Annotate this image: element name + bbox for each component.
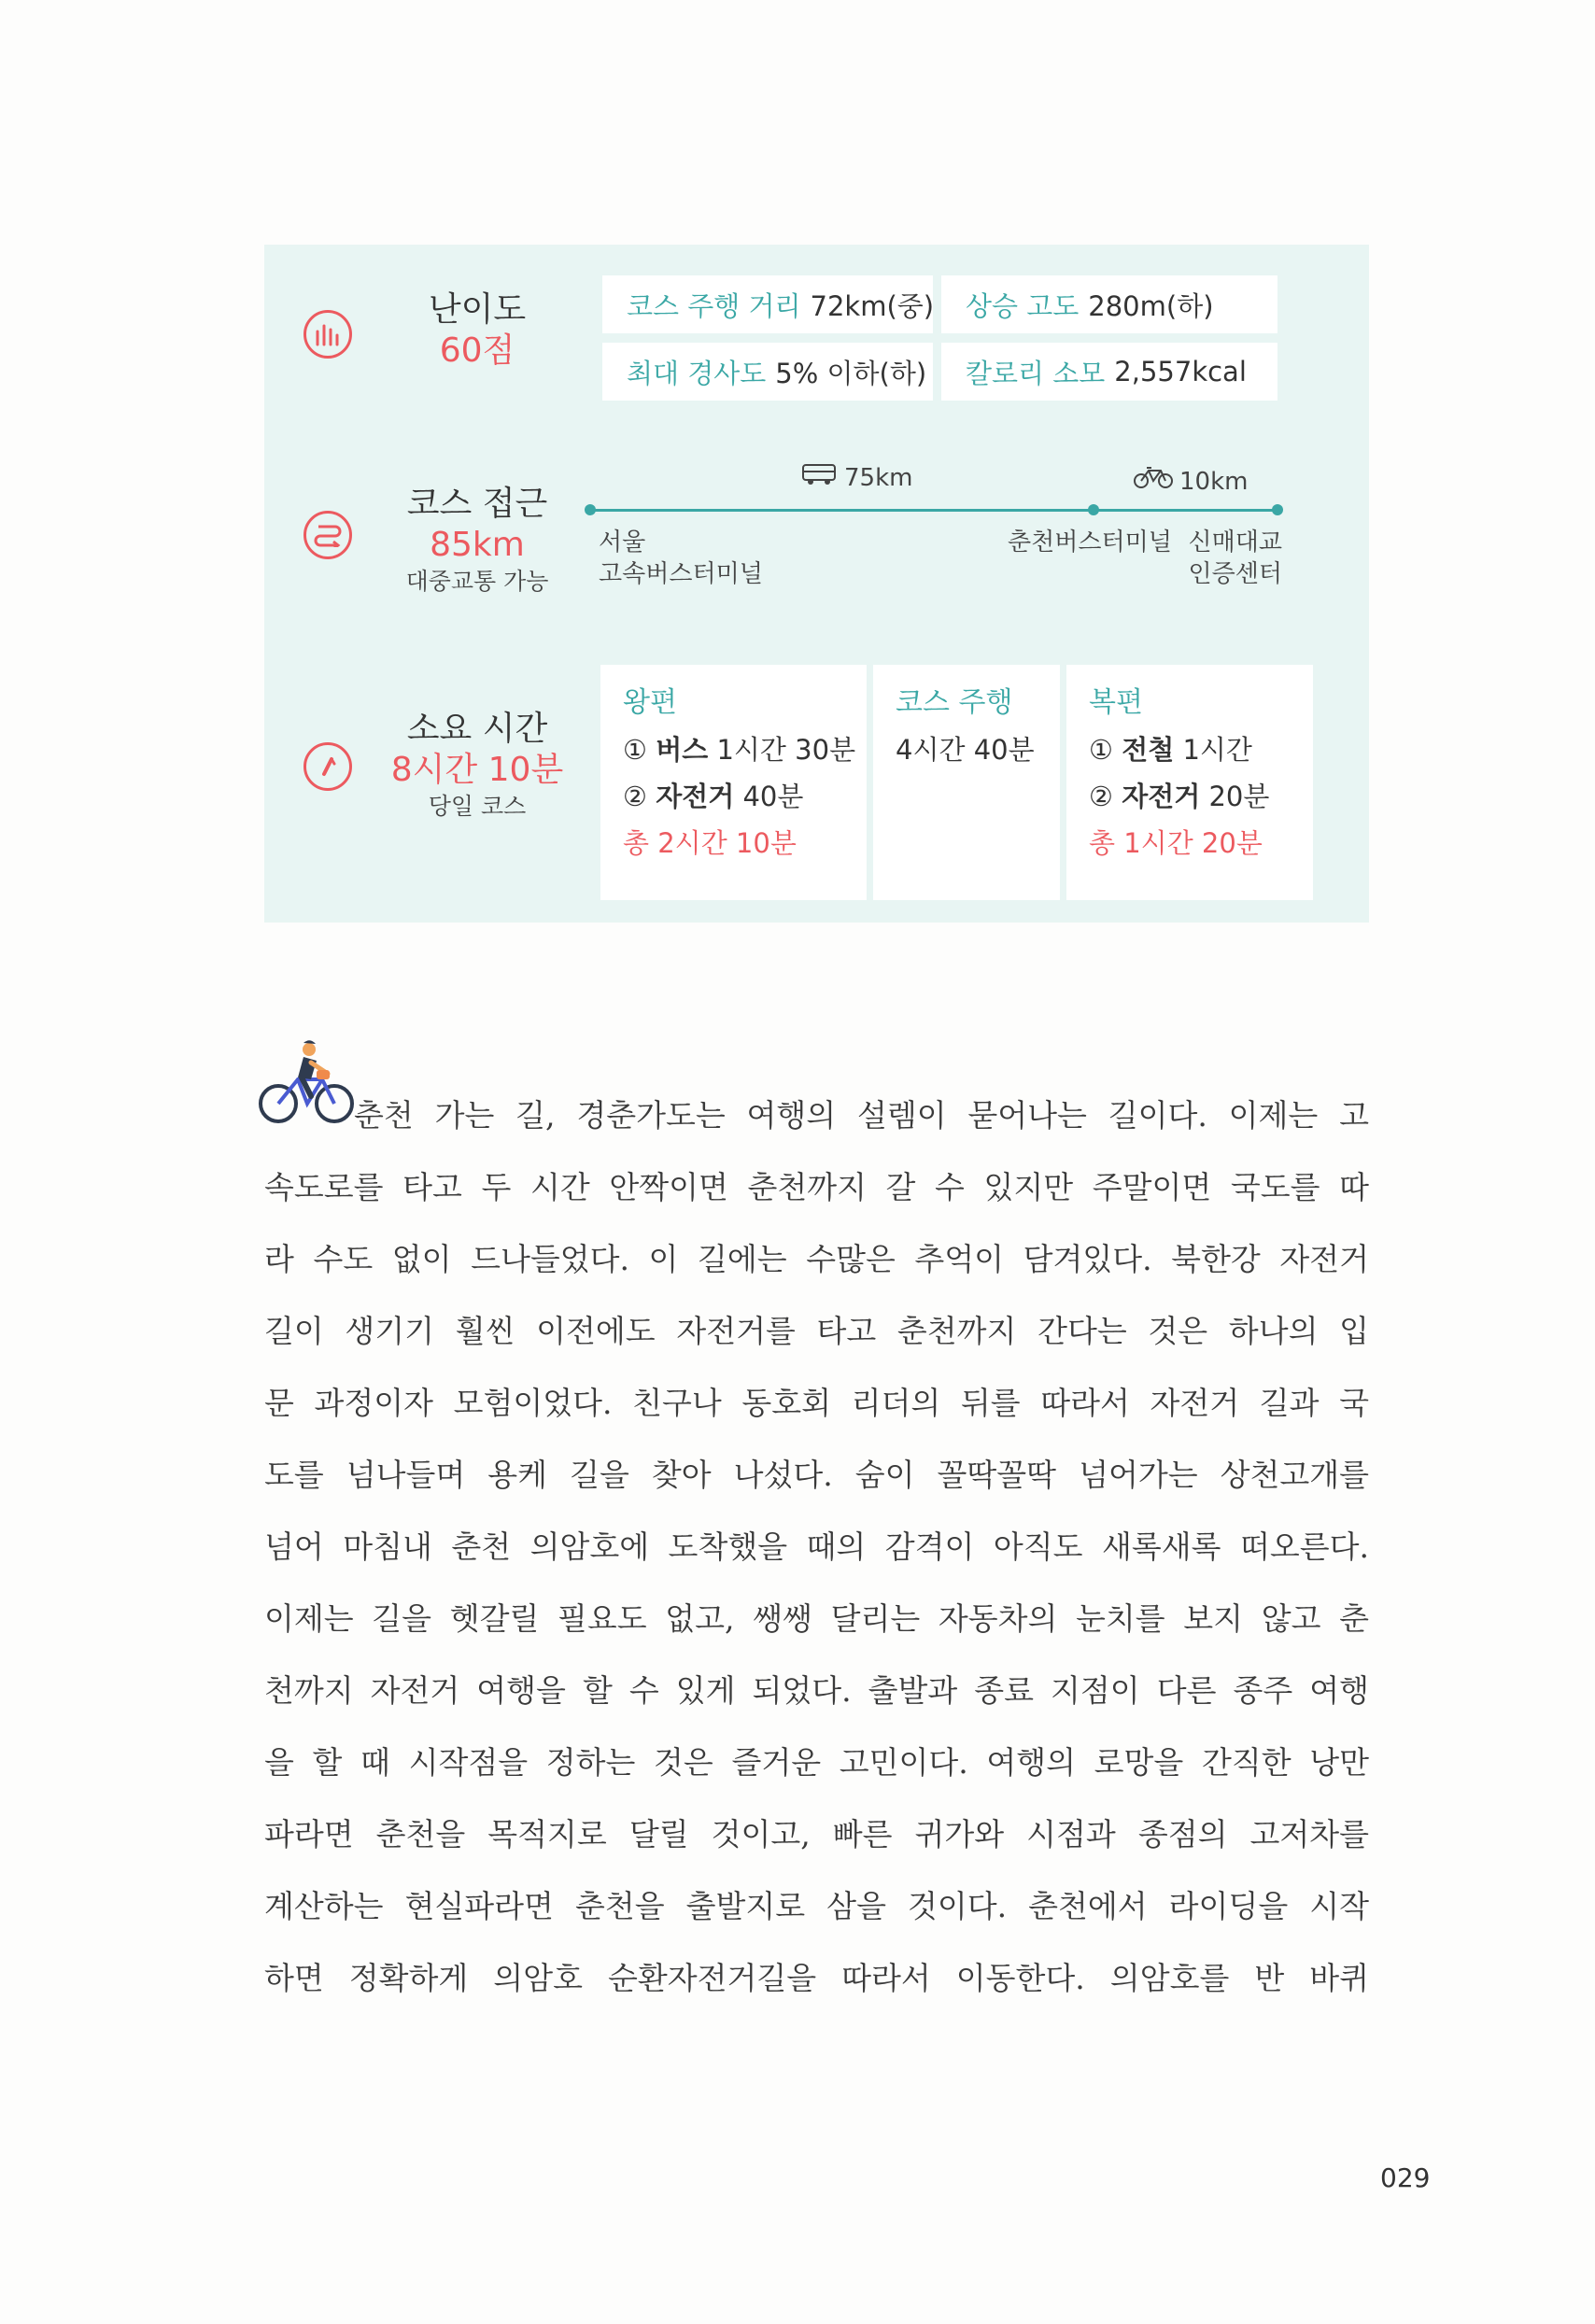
return-header: 복편 [1089, 686, 1143, 719]
route-line [589, 509, 1275, 512]
outbound-leg-1 [623, 726, 856, 773]
route-dot [1088, 504, 1099, 515]
stat-label: 칼로리 소모 [966, 357, 1106, 389]
leg-time: 1시간 [1182, 734, 1252, 766]
leg-mode: 전철 [1122, 734, 1175, 766]
bike-segment-label [1133, 465, 1248, 498]
return-box [1066, 665, 1313, 900]
time-note: 당일 코스 [428, 793, 527, 820]
time-total: 8시간 10분 [390, 751, 564, 789]
body-paragraph [264, 1079, 1369, 2014]
stop-seoul [599, 527, 763, 590]
body-line: 하면 정확하게 의암호 순환자전거길을 따라서 이동한다. 의암호를 반 바퀴 [264, 1960, 1369, 1996]
body-line: 파라면 춘천을 목적지로 달릴 것이고, 빠른 귀가와 시점과 종점의 고저차를 [264, 1816, 1369, 1852]
body-line: 길이 생기기 훨씬 이전에도 자전거를 타고 춘천까지 간다는 것은 하나의 입 [264, 1313, 1369, 1349]
leg-mode: 자전거 [656, 781, 735, 812]
time-title: 소요 시간 [406, 710, 548, 748]
course-time: 4시간 40분 [896, 734, 1035, 766]
body-line: 천까지 자전거 여행을 할 수 있게 되었다. 출발과 종료 지점이 다른 종주 여행 [264, 1672, 1369, 1709]
course-header: 코스 주행 [896, 686, 1013, 719]
stop-name: 춘천버스터미널 [1008, 528, 1172, 556]
body-line: 라 수도 없이 드나들었다. 이 길에는 수많은 추억이 담겨있다. 북한강 자전거 [264, 1241, 1369, 1277]
course-info-panel [264, 245, 1369, 923]
outbound-box [600, 665, 867, 900]
access-title: 코스 접근 [406, 485, 548, 523]
difficulty-heading [365, 289, 589, 372]
time-heading [365, 709, 589, 823]
bus-distance: 75km [844, 464, 913, 492]
body-line: 계산하는 현실파라면 춘천을 출발지로 삼을 것이다. 춘천에서 라이딩을 시작 [264, 1888, 1369, 1924]
leg-number: ① [1089, 734, 1113, 766]
return-total: 총 1시간 20분 [1089, 827, 1263, 859]
outbound-header: 왕편 [623, 686, 677, 719]
stop-sinmae-bridge [1179, 527, 1282, 590]
leg-time: 40분 [742, 781, 804, 812]
compass-icon [303, 742, 352, 791]
body-line: 속도로를 타고 두 시간 안짝이면 춘천까지 갈 수 있지만 주말이면 국도를 따 [264, 1169, 1369, 1205]
bus-segment-label [801, 462, 912, 494]
outbound-leg-2 [623, 773, 844, 820]
stat-value: 5% 이하(하) [775, 357, 927, 389]
stat-label: 코스 주행 거리 [627, 289, 801, 322]
stop-name: 서울 [599, 528, 646, 556]
stat-label: 최대 경사도 [627, 357, 767, 389]
bike-distance: 10km [1179, 467, 1249, 496]
leg-time: 1시간 30분 [716, 734, 856, 766]
page-number: 029 [1380, 2162, 1431, 2193]
body-line: 도를 넘나들며 용케 길을 찾아 나섰다. 숨이 꼴딱꼴딱 넘어가는 상천고개를 [264, 1457, 1369, 1493]
body-line: 넘어 마침내 춘천 의암호에 도착했을 때의 감격이 아직도 새록새록 떠오른다. [264, 1528, 1369, 1565]
access-note: 대중교통 가능 [405, 568, 549, 595]
stat-calories [941, 343, 1277, 401]
leg-number: ② [1089, 781, 1113, 812]
access-heading [365, 484, 589, 598]
leg-mode: 자전거 [1122, 781, 1201, 812]
return-leg-2 [1089, 773, 1291, 820]
bicycle-icon [1133, 465, 1174, 498]
stat-value: 2,557kcal [1114, 356, 1247, 387]
bus-icon [801, 462, 839, 494]
stop-subname: 고속버스터미널 [599, 560, 763, 588]
leg-time: 20분 [1208, 781, 1270, 812]
stat-value: 72km(중) [810, 289, 935, 322]
bar-chart-icon [303, 310, 352, 359]
route-dot [585, 504, 596, 515]
route-dot [1272, 504, 1283, 515]
outbound-total: 총 2시간 10분 [623, 827, 797, 859]
leg-mode: 버스 [656, 734, 709, 766]
return-leg-1 [1089, 726, 1291, 773]
leg-number: ② [623, 781, 647, 812]
body-line: 문 과정이자 모험이었다. 친구나 동호회 리더의 뒤를 따라서 자전거 길과 국 [264, 1385, 1369, 1421]
stat-gradient [602, 343, 933, 401]
body-line: 춘천 가는 길, 경춘가도는 여행의 설렘이 묻어나는 길이다. 이제는 고 [354, 1097, 1369, 1134]
route-icon [303, 511, 352, 559]
stop-subname: 인증센터 [1188, 560, 1282, 588]
stop-chuncheon-terminal [1008, 527, 1172, 558]
stat-value: 280m(하) [1088, 289, 1214, 322]
leg-number: ① [623, 734, 647, 766]
stat-label: 상승 고도 [966, 289, 1080, 322]
course-box [873, 665, 1060, 900]
stop-name: 신매대교 [1188, 528, 1282, 556]
difficulty-score: 60점 [439, 331, 515, 370]
stat-distance [602, 275, 933, 333]
difficulty-title: 난이도 [428, 290, 527, 329]
body-line: 을 할 때 시작점을 정하는 것은 즐거운 고민이다. 여행의 로망을 간직한 낭만 [264, 1744, 1369, 1781]
access-distance: 85km [430, 526, 525, 564]
body-line: 이제는 길을 헷갈릴 필요도 없고, 쌩쌩 달리는 자동차의 눈치를 보지 않고 춘 [264, 1600, 1369, 1637]
stat-elevation [941, 275, 1277, 333]
